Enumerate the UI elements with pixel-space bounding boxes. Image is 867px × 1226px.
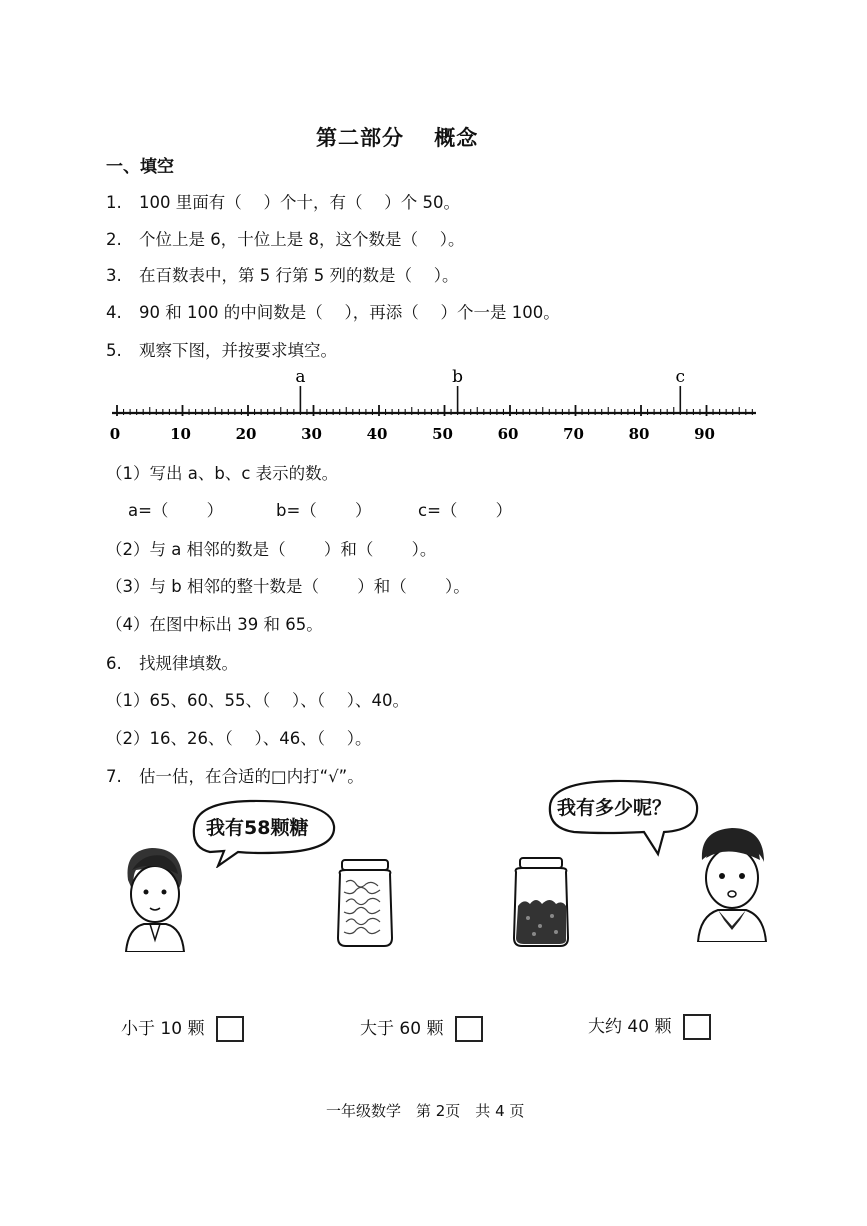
- tick-label: 90: [694, 425, 715, 443]
- q5-part-3: （3）与 b 相邻的整十数是（ ）和（ ）。: [106, 577, 470, 596]
- number-line: [100, 364, 770, 446]
- tick-label: 10: [170, 425, 191, 443]
- option-label: 小于 10 颗: [121, 1019, 205, 1039]
- tick-label: 50: [432, 425, 453, 443]
- marker-label-a: a: [295, 367, 306, 387]
- speech-bubble-left-text: 我有58颗糖: [206, 817, 309, 839]
- question-text: 个位上是 6，十位上是 8，这个数是（ ）。: [139, 230, 465, 249]
- q5-part-2: （2）与 a 相邻的数是（ ）和（ ）。: [106, 540, 437, 559]
- marker-label-b: b: [452, 367, 464, 387]
- answer-a: a=（ ）: [128, 501, 224, 520]
- q5-part-4: （4）在图中标出 39 和 65。: [106, 615, 323, 634]
- girl-illustration: [120, 840, 190, 952]
- question-4: [106, 299, 560, 323]
- tick-label: 40: [366, 425, 388, 443]
- boy-illustration: [692, 822, 772, 942]
- option-label: 大约 40 颗: [588, 1017, 672, 1037]
- option-more-than-60: [360, 1014, 483, 1042]
- question-2: [106, 226, 464, 250]
- question-6: [106, 650, 238, 674]
- question-text: 90 和 100 的中间数是（ ），再添（ ）个一是 100。: [139, 303, 560, 322]
- option-label: 大于 60 颗: [360, 1019, 444, 1039]
- candy-jar-full: [334, 858, 396, 948]
- question-text: 找规律填数。: [139, 654, 238, 673]
- page-title: 第二部分 概念: [316, 126, 479, 150]
- question-1: [106, 189, 460, 213]
- question-number: 5.: [106, 341, 122, 360]
- q6-part-1: （1）65、60、55、（ ）、（ ）、40。: [106, 691, 409, 710]
- question-number: 3.: [106, 266, 122, 285]
- question-text: 100 里面有（ ）个十，有（ ）个 50。: [139, 193, 460, 212]
- section-heading: 一、填空: [106, 157, 174, 177]
- tick-label: 80: [628, 425, 650, 443]
- question-text: 估一估，在合适的□内打“√”。: [139, 767, 364, 786]
- candy-jar-partial: [510, 856, 572, 948]
- marker-label-c: c: [675, 367, 686, 387]
- q6-part-2: （2）16、26、（ ）、46、（ ）。: [106, 729, 372, 748]
- question-number: 6.: [106, 654, 122, 673]
- tick-label: 30: [301, 425, 322, 443]
- page-footer: 一年级数学 第 2页 共 4 页: [326, 1102, 525, 1120]
- question-text: 观察下图，并按要求填空。: [139, 341, 337, 360]
- tick-label: 70: [563, 425, 584, 443]
- answer-b: b=（ ）: [276, 501, 372, 520]
- question-5: [106, 337, 337, 361]
- question-number: 7.: [106, 767, 122, 786]
- q5-part-1: （1）写出 a、b、c 表示的数。: [106, 464, 339, 483]
- tick-label: 60: [497, 425, 519, 443]
- checkbox[interactable]: [455, 1016, 483, 1042]
- answer-c: c=（ ）: [418, 501, 513, 520]
- question-7: [106, 763, 364, 787]
- speech-bubble-right-text: 我有多少呢？: [557, 797, 672, 819]
- question-number: 2.: [106, 230, 122, 249]
- tick-label: 20: [235, 425, 257, 443]
- checkbox[interactable]: [216, 1016, 244, 1042]
- option-about-40: [588, 1012, 711, 1040]
- option-less-than-10: [121, 1014, 244, 1042]
- question-3: [106, 262, 458, 286]
- question-text: 在百数表中，第 5 行第 5 列的数是（ ）。: [139, 266, 459, 285]
- checkbox[interactable]: [683, 1014, 711, 1040]
- tick-label: 0: [109, 425, 121, 443]
- question-number: 1.: [106, 193, 122, 212]
- question-number: 4.: [106, 303, 122, 322]
